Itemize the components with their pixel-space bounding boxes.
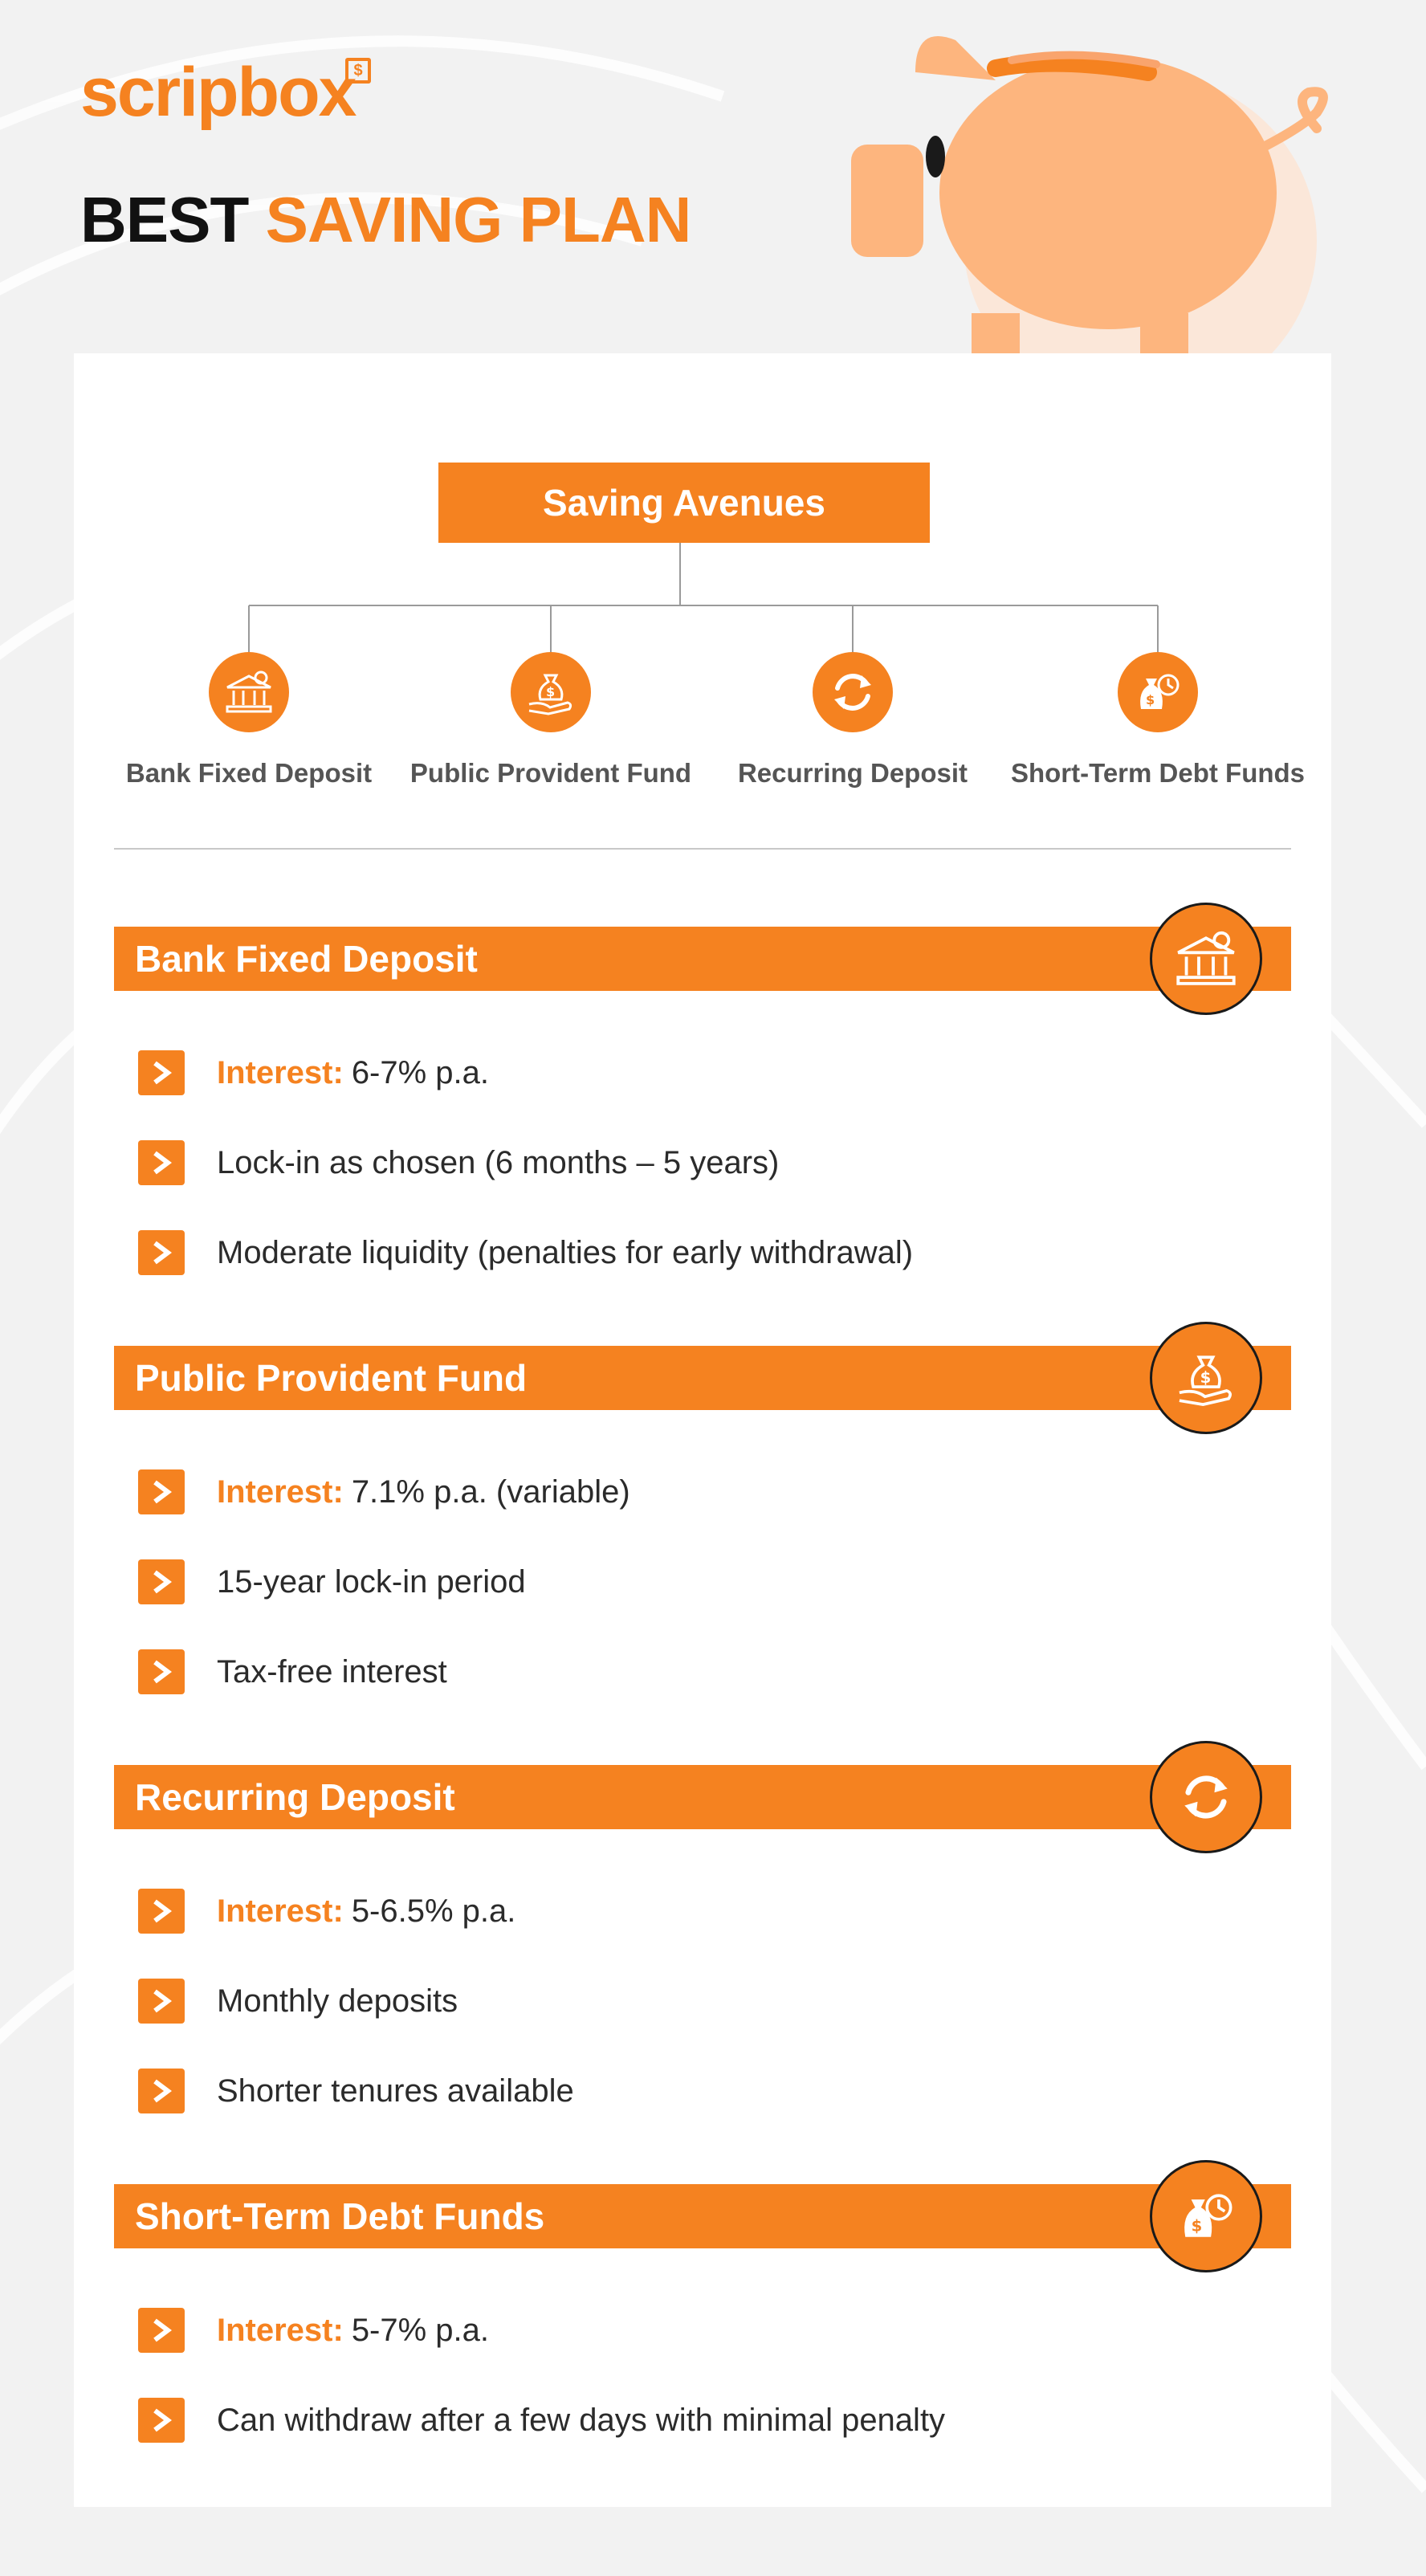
list-item (114, 1889, 1291, 1934)
tree-root-saving-avenues: Saving Avenues (438, 463, 930, 543)
list-item (114, 1469, 1291, 1514)
item-value: 5-7% p.a. (351, 2312, 490, 2348)
avenue-recurring-deposit (700, 652, 1005, 789)
item-text: Monthly deposits (217, 1983, 458, 2019)
chevron-right-icon (138, 1649, 185, 1694)
list-item (114, 1979, 1291, 2024)
item-text (217, 1893, 515, 1930)
chevron-right-icon (138, 1979, 185, 2024)
section-header (114, 927, 1291, 991)
item-label: Interest: (217, 1473, 344, 1510)
item-label: Interest: (217, 2312, 344, 2348)
item-text: Moderate liquidity (penalties for early withdrawal) (217, 1234, 914, 1270)
content-card (74, 353, 1331, 2507)
section-title: Public Provident Fund (135, 1357, 528, 1399)
scripbox-logo (80, 54, 363, 146)
avenue-short-term-debt-funds (1005, 652, 1310, 789)
money-bag-clock-icon (1118, 652, 1198, 732)
item-text: Lock-in as chosen (6 months – 5 years) (217, 1144, 780, 1180)
item-value: 6-7% p.a. (351, 1054, 490, 1090)
svg-text:$: $ (546, 684, 556, 699)
feature-list (114, 1889, 1291, 2113)
list-item (114, 2398, 1291, 2443)
item-text: Tax-free interest (217, 1653, 447, 1689)
section-header (114, 1346, 1291, 1410)
chevron-right-icon (138, 2308, 185, 2353)
feature-list (114, 1469, 1291, 1694)
title-part-1: BEST (80, 184, 249, 255)
logo-badge: $ (345, 58, 371, 84)
divider (114, 848, 1291, 850)
money-bag-clock-icon (1150, 2160, 1262, 2272)
item-text: 15-year lock-in period (217, 1563, 526, 1600)
list-item (114, 2308, 1291, 2353)
chevron-right-icon (138, 1889, 185, 1934)
svg-text:$: $ (1200, 1368, 1212, 1388)
svg-text:$: $ (1191, 2216, 1203, 2236)
item-text (217, 1055, 489, 1091)
list-item (114, 1559, 1291, 1604)
list-item (114, 1230, 1291, 1275)
item-label: Interest: (217, 1054, 344, 1090)
item-text (217, 1474, 630, 1510)
section-short-term-debt-funds (114, 2184, 1291, 2488)
avenue-bank-fixed-deposit (96, 652, 401, 789)
section-header (114, 2184, 1291, 2248)
section-title: Bank Fixed Deposit (135, 938, 478, 980)
section-bank-fixed-deposit (114, 927, 1291, 1320)
list-item (114, 1050, 1291, 1095)
page-title (80, 183, 691, 257)
avenue-label: Bank Fixed Deposit (125, 758, 373, 788)
chevron-right-icon (138, 2398, 185, 2443)
list-item (114, 1649, 1291, 1694)
bank-icon (209, 652, 289, 732)
avenue-public-provident-fund (398, 652, 703, 789)
svg-text:$: $ (1146, 692, 1155, 707)
feature-list (114, 1050, 1291, 1275)
chevron-right-icon (138, 1230, 185, 1275)
chevron-right-icon (138, 1559, 185, 1604)
chevron-right-icon (138, 2069, 185, 2113)
logo-text: scripbox (80, 54, 356, 131)
item-value: 5-6.5% p.a. (351, 1893, 516, 1929)
money-bag-hand-icon (1150, 1322, 1262, 1434)
section-title: Short-Term Debt Funds (135, 2195, 545, 2237)
avenue-label: Recurring Deposit (737, 758, 968, 788)
avenue-label: Short-Term Debt Funds (1010, 758, 1306, 788)
item-label: Interest: (217, 1893, 344, 1929)
section-header (114, 1765, 1291, 1829)
item-text: Shorter tenures available (217, 2073, 574, 2109)
feature-list (114, 2308, 1291, 2443)
avenue-label: Public Provident Fund (409, 758, 692, 788)
section-title: Recurring Deposit (135, 1776, 455, 1818)
chevron-right-icon (138, 1469, 185, 1514)
list-item (114, 2069, 1291, 2113)
section-recurring-deposit (114, 1765, 1291, 2158)
refresh-icon (1150, 1741, 1262, 1853)
list-item (114, 1140, 1291, 1185)
piggy-bank-icon (835, 24, 1365, 361)
refresh-icon (813, 652, 893, 732)
chevron-right-icon (138, 1050, 185, 1095)
item-value: 7.1% p.a. (variable) (351, 1473, 630, 1510)
bank-icon (1150, 903, 1262, 1015)
section-public-provident-fund (114, 1346, 1291, 1739)
item-text (217, 2313, 489, 2349)
title-part-2: SAVING PLAN (265, 184, 691, 255)
chevron-right-icon (138, 1140, 185, 1185)
item-text: Can withdraw after a few days with minimal penalty (217, 2402, 946, 2438)
money-bag-hand-icon (511, 652, 591, 732)
